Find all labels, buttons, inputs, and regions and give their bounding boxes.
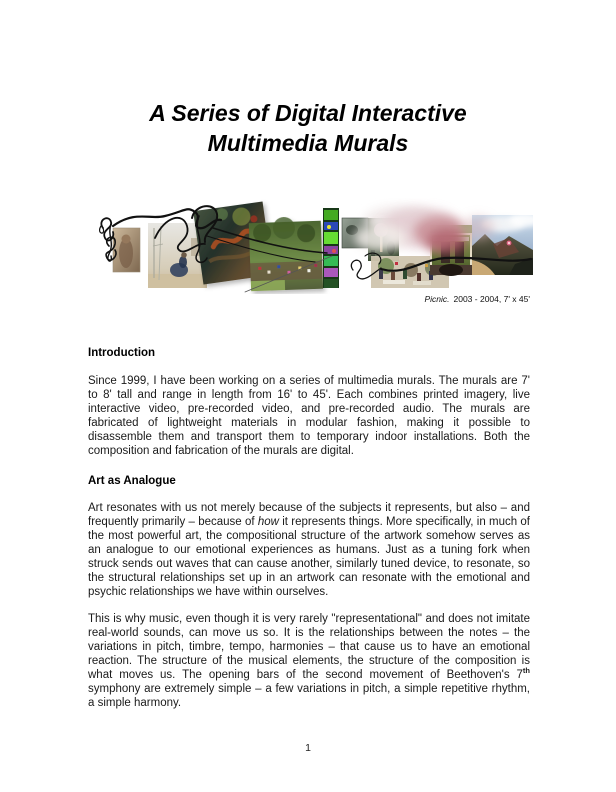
- paragraph-run: Art resonates with us not merely because of the subjects it represents, but also – and frequently primarily – because of: [88, 502, 530, 528]
- title-line-2: Multimedia Murals: [207, 130, 409, 157]
- title-line-1: A Series of Digital Interactive: [149, 100, 467, 127]
- picnic-collage-image: [95, 198, 533, 294]
- paragraph-run: symphony are extremely simple – a few variations in pitch, a simple repetitive rhythm, a simple harmony.: [88, 683, 530, 709]
- document-title: [0, 98, 616, 158]
- collage-psychedelic-strip: [323, 208, 339, 288]
- paragraph-art-resonates: [88, 501, 530, 599]
- paragraph-run: it represents things. More specifically, in much of the most powerful art, the compositional structure of the artwork somehow serves as an analogue to our emotional experiences as humans. Just as a tuning fork when struck sends out waves that can cause another, similarly tuned device, to resonate, so the structural relationships set up in an artwork can resonate with the emotional and psychic relationships we have within ourselves.: [88, 516, 530, 598]
- paragraph-run: This is why music, even though it is very rarely "representational" and does not imitate real-world sounds, can move us so. It is the relationships between the notes – the variations in pitch, timbre, tempo, harmonies – that cause us to have an emotional reaction. The structure of the musical elements, the structure of the composition is what moves us. The opening bars of the second movement of Beethoven's 7: [88, 613, 530, 681]
- page-number: 1: [305, 742, 311, 754]
- collage-park-photo: [249, 216, 324, 291]
- figure-caption-details: 2003 - 2004, 7' x 45': [453, 294, 530, 304]
- section-heading-introduction: Introduction: [88, 347, 156, 359]
- paragraph-introduction: Since 1999, I have been working on a series of multimedia murals. The murals are 7' to 8' tall and range in length from 16' to 45'. Each combines printed imagery, live interactive video, pre-recorded video, and pre-recorded audio. The murals are fabricated of lightweight materials in modular fashion, making it possible to disassemble them and transport them to temporary indoor installations. Both the composition and fabrication of the murals are digital.: [88, 375, 530, 457]
- paragraph-why-music: [88, 612, 530, 710]
- superscript-th: th: [522, 666, 530, 676]
- collage-portrait-photo: [113, 228, 140, 272]
- italic-word-how: how: [257, 516, 279, 528]
- figure-caption-work-title: Picnic.: [424, 294, 450, 304]
- figure-caption: [88, 294, 530, 305]
- mural-figure: [95, 198, 533, 294]
- section-heading-art-as-analogue: Art as Analogue: [88, 475, 176, 487]
